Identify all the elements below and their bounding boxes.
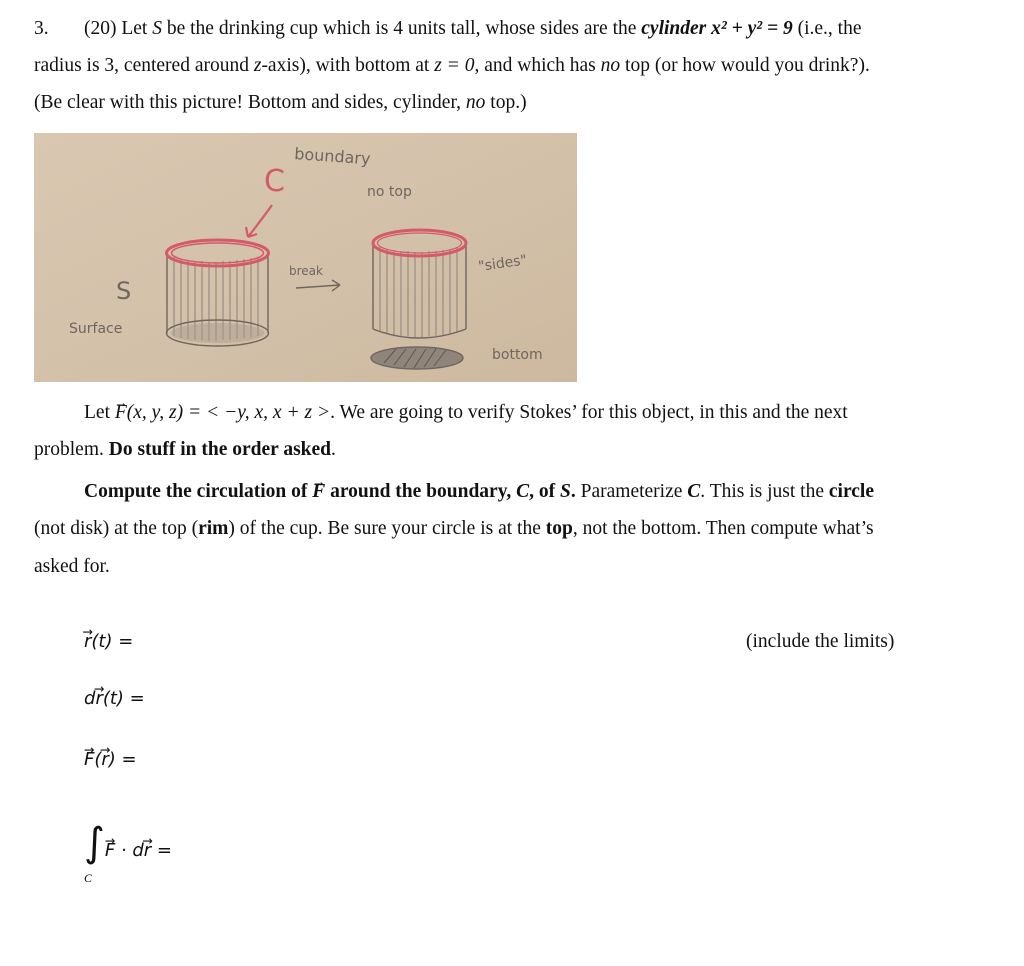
- label-boundary: boundary: [293, 144, 372, 169]
- problem-line-1: (20) Let S be the drinking cup which is 4 units tall, whose sides are the cylinder x² + y² = 9 (i.e., the: [84, 18, 862, 39]
- label-break: break: [289, 264, 323, 278]
- paragraph-2-line-1: Let → F(x, y, z) = < −y, x, x + z >. We are going to verify Stokes’ for this object, in this and the next: [84, 403, 848, 423]
- problem-line-3: (Be clear with this picture! Bottom and sides, cylinder, no top.): [34, 92, 527, 113]
- bottom-disk-drawing: [371, 347, 463, 369]
- integral-subscript-c: C: [84, 871, 93, 885]
- problem-number: 3.: [34, 18, 49, 39]
- label-bottom: bottom: [492, 347, 543, 363]
- label-s: S: [116, 277, 132, 305]
- answer-line-integral: ∫→ F · d→ r =: [84, 823, 172, 863]
- paragraph-3-line-3: asked for.: [34, 556, 110, 577]
- answer-F-of-r: → F(→ r) =: [84, 749, 137, 770]
- paragraph-3-line-1: Compute the circulation of → F around the boundary, C, of S. Parameterize C. This is just the circle: [84, 482, 874, 502]
- answer-r-of-t: → r(t) =: [84, 631, 133, 652]
- answer-dr-of-t: d→ r(t) =: [84, 688, 145, 709]
- integral-sign: ∫: [84, 820, 105, 866]
- paragraph-3-line-2: (not disk) at the top (rim) of the cup. Be sure your circle is at the top, not the bottom. Then compute what’s: [34, 518, 874, 539]
- cup-photo: [34, 133, 577, 382]
- label-c: C: [264, 164, 285, 199]
- limits-note: (include the limits): [746, 631, 895, 652]
- label-no-top: no top: [367, 184, 412, 200]
- label-surface: Surface: [69, 321, 123, 337]
- label-sides: "sides": [477, 252, 528, 275]
- problem-line-2: radius is 3, centered around z-axis), with bottom at z = 0, and which has no top (or how would you drink?).: [34, 55, 870, 76]
- paragraph-2-line-2: problem. Do stuff in the order asked.: [34, 439, 336, 460]
